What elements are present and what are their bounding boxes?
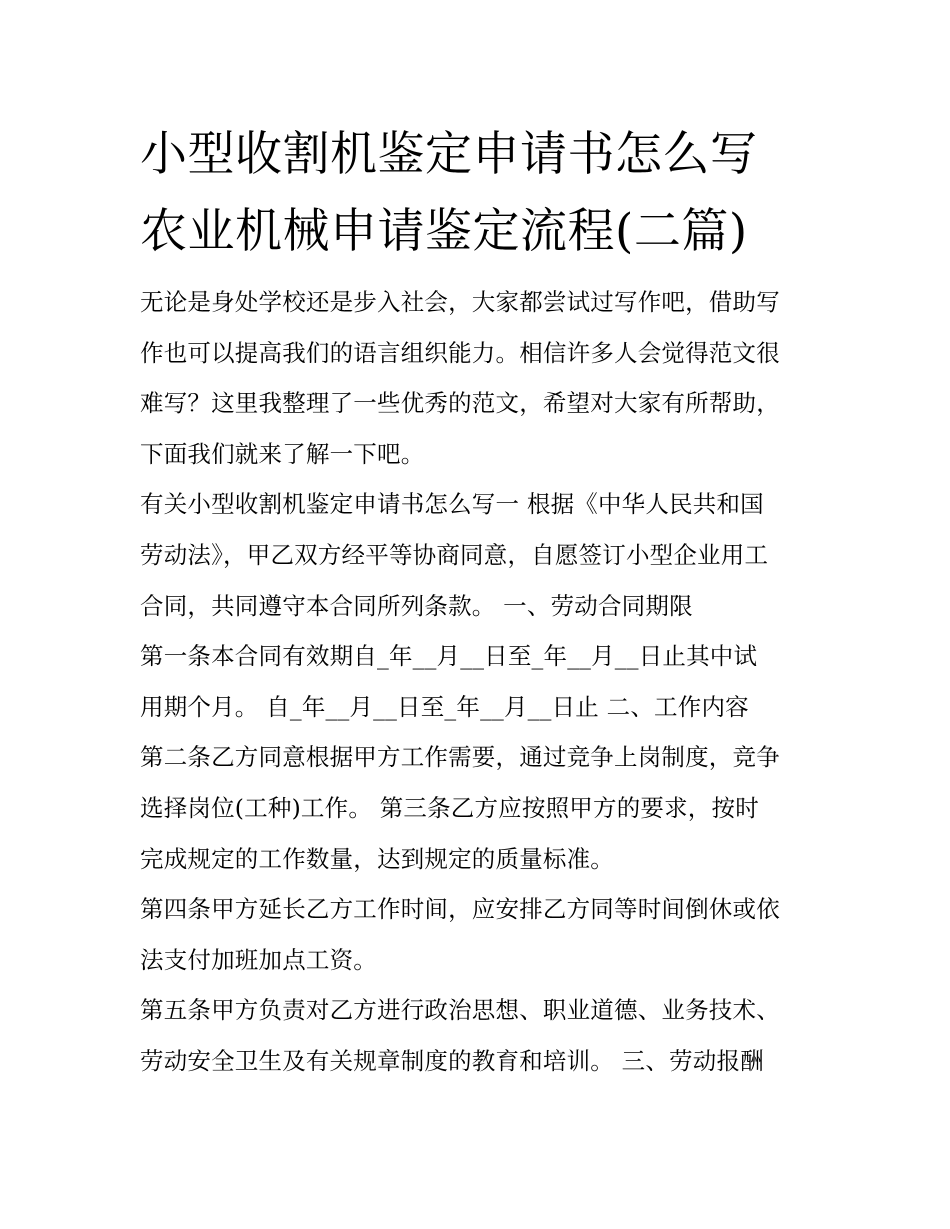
body-line: 第二条乙方同意根据甲方工作需要，通过竞争上岗制度，竞争 <box>140 743 780 772</box>
body-line: 完成规定的工作数量，达到规定的质量标准。 <box>140 844 614 873</box>
body-line: 第五条甲方负责对乙方进行政治思想、职业道德、业务技术、 <box>140 996 780 1025</box>
body-line: 第一条本合同有效期自_年__月__日至_年__月__日止其中试 <box>140 642 758 671</box>
body-line: 有关小型收割机鉴定申请书怎么写一 根据《中华人民共和国 <box>140 490 764 519</box>
document-body <box>140 277 820 1087</box>
body-line: 劳动安全卫生及有关规章制度的教育和培训。 三、劳动报酬 <box>140 1046 764 1075</box>
body-line: 无论是身处学校还是步入社会，大家都尝试过写作吧，借助写 <box>140 288 780 316</box>
body-line: 用期个月。 自_年__月__日至_年__月__日止 二、工作内容 <box>140 692 749 721</box>
document-title <box>140 116 840 270</box>
body-line: 合同，共同遵守本合同所列条款。 一、劳动合同期限 <box>140 591 693 620</box>
body-line: 作也可以提高我们的语言组织能力。相信许多人会觉得范文很 <box>140 338 780 367</box>
title-line-2: 农业机械申请鉴定流程(二篇) <box>140 204 748 259</box>
body-line: 法支付加班加点工资。 <box>140 945 377 974</box>
body-line: 劳动法》，甲乙双方经平等协商同意，自愿签订小型企业用工 <box>140 540 769 569</box>
body-line: 选择岗位(工种)工作。 第三条乙方应按照甲方的要求，按时 <box>140 793 759 822</box>
body-line: 难写？这里我整理了一些优秀的范文，希望对大家有所帮助， <box>140 389 780 418</box>
body-line: 下面我们就来了解一下吧。 <box>140 439 425 468</box>
title-line-1: 小型收割机鉴定申请书怎么写 <box>140 127 758 182</box>
body-line: 第四条甲方延长乙方工作时间，应安排乙方同等时间倒休或依 <box>140 895 780 924</box>
